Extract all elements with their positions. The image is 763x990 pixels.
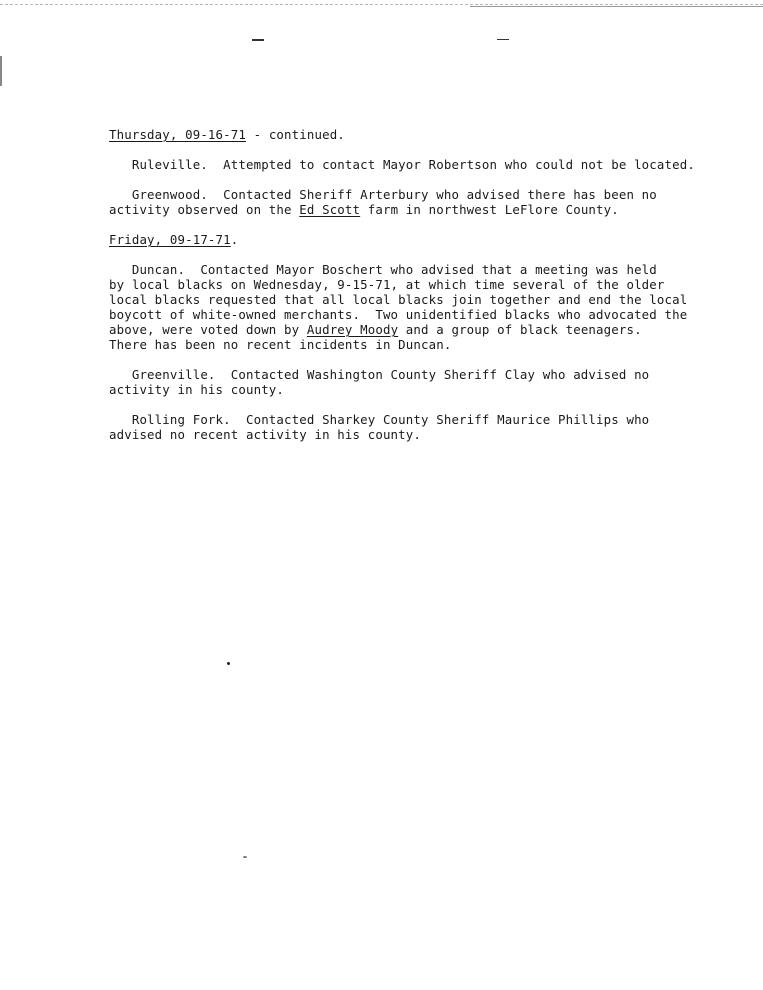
duncan-person-name: Audrey Moody [306, 322, 399, 337]
heading-thursday-suffix: - continued. [245, 127, 345, 142]
heading-friday [109, 232, 238, 247]
scan-speck [227, 662, 230, 665]
greenville-line-1: Greenville. Contacted Washington County Sheriff Clay who advised no [109, 367, 650, 382]
scan-edge-dashes [0, 4, 763, 5]
duncan-line-5 [109, 322, 642, 337]
greenwood-line-2-pre: activity observed on the [109, 202, 300, 217]
heading-friday-suffix: . [230, 232, 239, 247]
greenwood-line-2-post: farm in northwest LeFlore County. [360, 202, 619, 217]
duncan-line-3: local blacks requested that all local blacks join together and end the local [109, 292, 688, 307]
heading-thursday-date: Thursday, 09-16-71 [109, 127, 246, 142]
binding-mark [0, 56, 2, 86]
greenwood-farm-name: Ed Scott [299, 202, 361, 217]
duncan-line-5-pre: above, were voted down by [109, 322, 307, 337]
rolling-fork-line-2: advised no recent activity in his county. [109, 427, 422, 442]
scan-speck [243, 856, 247, 858]
rolling-fork-line-1: Rolling Fork. Contacted Sharkey County Sheriff Maurice Phillips who [109, 412, 650, 427]
duncan-line-4: boycott of white-owned merchants. Two unidentified blacks who advocated the [109, 307, 688, 322]
duncan-line-6: There has been no recent incidents in Duncan. [109, 337, 452, 352]
duncan-line-1: Duncan. Contacted Mayor Boschert who advised that a meeting was held [109, 262, 657, 277]
heading-thursday [109, 127, 345, 142]
greenwood-line-1: Greenwood. Contacted Sheriff Arterbury who advised there has been no [109, 187, 657, 202]
duncan-line-2: by local blacks on Wednesday, 9-15-71, at which time several of the older [109, 277, 665, 292]
scan-mark [252, 39, 264, 41]
heading-friday-date: Friday, 09-17-71 [109, 232, 231, 247]
scan-edge-line [470, 6, 763, 7]
ruleville-paragraph: Ruleville. Attempted to contact Mayor Robertson who could not be located. [109, 157, 695, 172]
greenwood-line-2 [109, 202, 619, 217]
duncan-line-5-post: and a group of black teenagers. [398, 322, 642, 337]
scan-mark [497, 39, 509, 40]
greenville-line-2: activity in his county. [109, 382, 285, 397]
